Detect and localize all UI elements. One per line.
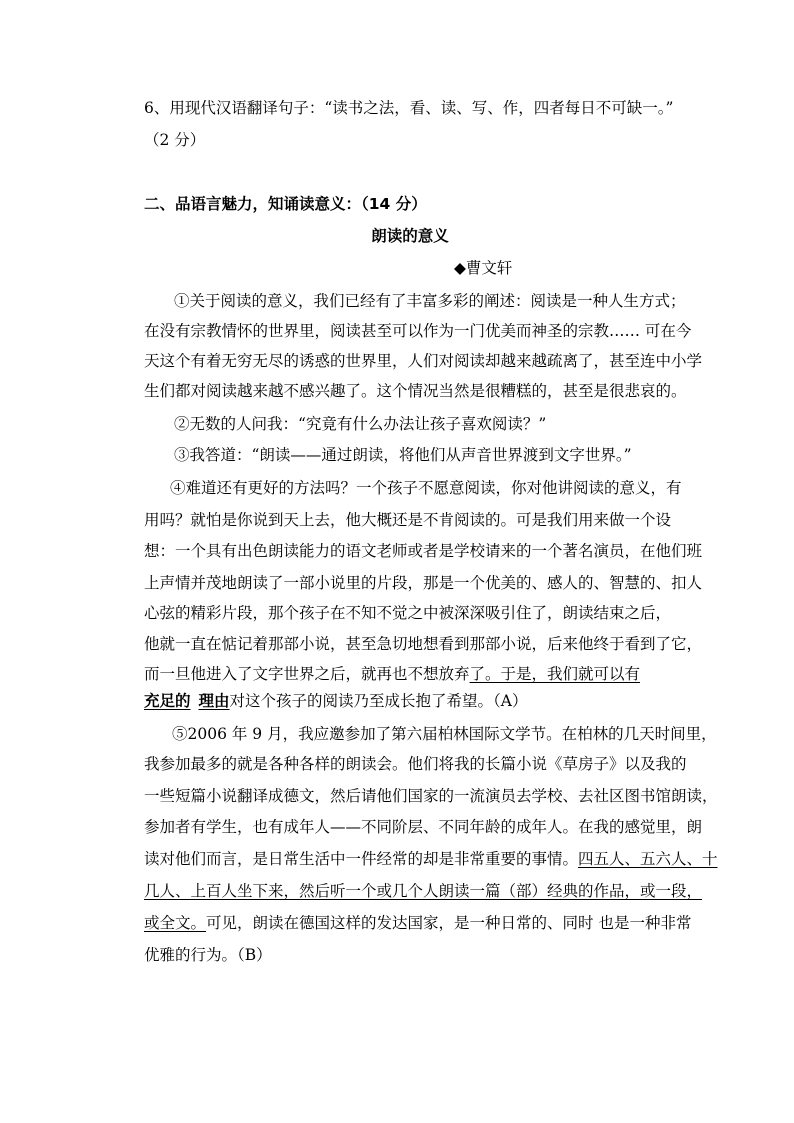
paragraph-line: 他就一直在惦记着那部小说，甚至急切地想看到那部小说，后来他终于看到了它， bbox=[144, 635, 703, 653]
paragraph-line: ⑤2006 年 9 月，我应邀参加了第六届柏林国际文学节。在柏林的几天时间里， bbox=[172, 725, 717, 743]
paragraph-line: 我参加最多的就是各种各样的朗读会。他们将我的长篇小说《草房子》以及我的 bbox=[144, 755, 687, 773]
underlined-text: 或全文。 bbox=[144, 914, 207, 932]
paragraph-line: 在没有宗教情怀的世界里，阅读甚至可以作为一门优美而神圣的宗教…… 可在今 bbox=[144, 322, 692, 340]
paragraph-line: 用吗？就怕是你说到天上去，他大概还是不肯阅读的。可是我们用来做一个设 bbox=[144, 511, 672, 529]
paragraph-line: 生们都对阅读越来越不感兴趣了。这个情况当然是很糟糕的，甚至是很悲哀的。 bbox=[144, 382, 687, 400]
paragraph-line: 上声情并茂地朗读了一部小说里的片段，那是一个优美的、感人的、智慧的、扣人 bbox=[144, 574, 703, 592]
paragraph-2: ②无数的人问我：“究竟有什么办法让孩子喜欢阅读？” bbox=[174, 415, 547, 433]
section-2-heading: 二、品语言魅力，知诵读意义：（14 分） bbox=[144, 195, 427, 213]
paragraph-text: 而一旦他进入了文字世界之后，就再也不想放弃 bbox=[144, 665, 470, 683]
paragraph-line bbox=[144, 913, 691, 933]
paragraph-line: 天这个有着无穷无尽的诱惑的世界里，人们对阅读却越来越疏离了，甚至连中小学 bbox=[144, 352, 703, 370]
paragraph-text: 可见，朗读在德国这样的发达国家，是一种日常的、同时 也是一种非常 bbox=[206, 914, 692, 932]
paragraph-text: 读对他们而言，是日常生活中一件经常的却是非常重要的事情。 bbox=[144, 850, 579, 868]
bold-underlined-text: 充足的 bbox=[144, 691, 191, 710]
paragraph-line: 参加者有学生，也有成年人——不同阶层、不同年龄的成年人。在我的感觉里，朗 bbox=[144, 818, 703, 836]
paragraph-line: 心弦的精彩片段，那个孩子在不知不觉之中被深深吸引住了，朗读结束之后， bbox=[144, 604, 672, 622]
paragraph-line: ①关于阅读的意义，我们已经有了丰富多彩的阐述：阅读是一种人生方式； bbox=[174, 292, 686, 310]
article-title: 朗读的意义 bbox=[371, 227, 449, 245]
article-author: ◆曹文轩 bbox=[454, 259, 513, 277]
underlined-text: 四五人、五六人、十 bbox=[578, 850, 718, 868]
question-6-score: （2 分） bbox=[144, 131, 206, 149]
question-6-text: 6、用现代汉语翻译句子：“读书之法，看、读、写、作，四者每日不可缺一。” bbox=[144, 99, 674, 117]
paragraph-line: 优雅的行为。（B） bbox=[144, 946, 272, 964]
paragraph-line bbox=[144, 691, 527, 711]
bold-underlined-text: 理由 bbox=[198, 691, 230, 710]
paragraph-line: ④难道还有更好的方法吗？一个孩子不愿意阅读，你对他讲阅读的意义，有 bbox=[170, 479, 682, 497]
underlined-text: 几人、上百人坐下来，然后听一个或几个人朗读一篇（部）经典的作品，或一段， bbox=[144, 882, 703, 900]
paragraph-line bbox=[144, 849, 718, 869]
paragraph-line: 一些短篇小说翻译成德文，然后请他们国家的一流演员去学校、去社区图书馆朗读， bbox=[144, 787, 718, 805]
paragraph-line bbox=[144, 664, 640, 684]
paragraph-3: ③我答道：“朗读——通过朗读，将他们从声音世界渡到文字世界。” bbox=[174, 446, 632, 464]
paragraph-line: 想：一个具有出色朗读能力的语文老师或者是学校请来的一个著名演员，在他们班 bbox=[144, 542, 703, 560]
underlined-text: 了。于是，我们就可以有 bbox=[469, 665, 641, 683]
paragraph-line bbox=[144, 881, 702, 901]
paragraph-text: 对这个孩子的阅读乃至成长抱了希望。（A） bbox=[229, 692, 528, 710]
